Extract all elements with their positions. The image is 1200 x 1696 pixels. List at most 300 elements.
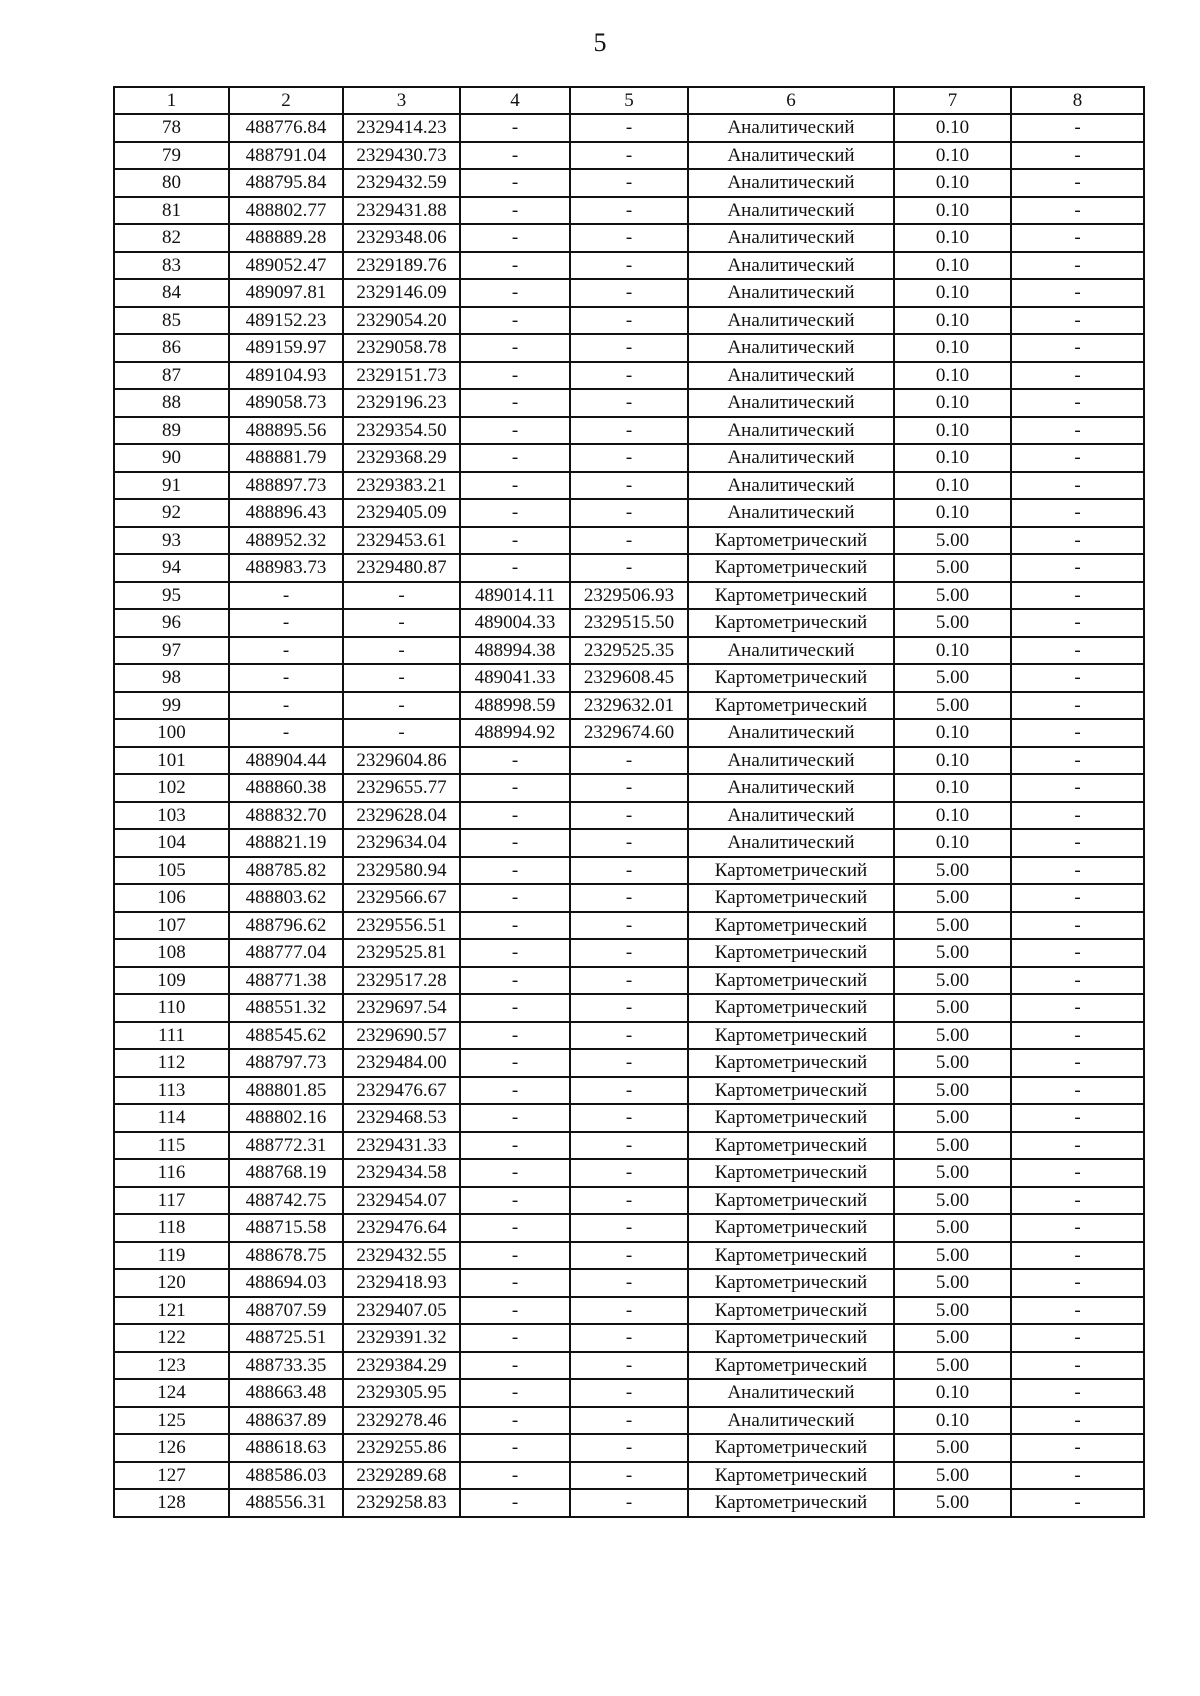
- table-cell: 107: [114, 912, 229, 940]
- table-row: [114, 912, 1144, 940]
- table-cell: -: [1011, 774, 1144, 802]
- table-cell: -: [570, 829, 688, 857]
- table-cell: Аналитический: [688, 142, 894, 170]
- table-cell: -: [229, 582, 343, 610]
- table-cell: -: [1011, 142, 1144, 170]
- table-row: [114, 609, 1144, 637]
- table-row: [114, 389, 1144, 417]
- table-cell: 0.10: [894, 1379, 1011, 1407]
- table-row: [114, 417, 1144, 445]
- table-cell: -: [460, 1462, 570, 1490]
- table-cell: -: [1011, 994, 1144, 1022]
- table-cell: -: [570, 252, 688, 280]
- table-cell: 99: [114, 692, 229, 720]
- table-cell: -: [570, 307, 688, 335]
- table-row: [114, 829, 1144, 857]
- table-cell: Картометрический: [688, 912, 894, 940]
- table-cell: -: [460, 994, 570, 1022]
- table-cell: 2329556.51: [343, 912, 460, 940]
- table-cell: -: [460, 224, 570, 252]
- table-cell: 488545.62: [229, 1022, 343, 1050]
- table-cell: 5.00: [894, 554, 1011, 582]
- table-cell: 488768.19: [229, 1159, 343, 1187]
- table-cell: 0.10: [894, 747, 1011, 775]
- table-cell: -: [1011, 417, 1144, 445]
- table-cell: -: [1011, 1352, 1144, 1380]
- table-cell: 5.00: [894, 692, 1011, 720]
- table-cell: -: [570, 527, 688, 555]
- table-cell: Аналитический: [688, 197, 894, 225]
- table-cell: 2329604.86: [343, 747, 460, 775]
- table-cell: 2329151.73: [343, 362, 460, 390]
- table-cell: -: [460, 307, 570, 335]
- table-cell: 488586.03: [229, 1462, 343, 1490]
- table-cell: 488860.38: [229, 774, 343, 802]
- table-cell: Картометрический: [688, 1297, 894, 1325]
- table-cell: 2329525.81: [343, 939, 460, 967]
- column-header: 2: [229, 87, 343, 114]
- coordinates-table: [113, 86, 1145, 1518]
- table-cell: -: [1011, 912, 1144, 940]
- table-cell: -: [570, 279, 688, 307]
- table-cell: 0.10: [894, 279, 1011, 307]
- table-row: [114, 1049, 1144, 1077]
- table-cell: -: [570, 197, 688, 225]
- table-row: [114, 307, 1144, 335]
- table-cell: 5.00: [894, 994, 1011, 1022]
- table-cell: 104: [114, 829, 229, 857]
- table-cell: -: [460, 884, 570, 912]
- table-cell: 488694.03: [229, 1269, 343, 1297]
- table-row: [114, 1434, 1144, 1462]
- table-cell: -: [1011, 1104, 1144, 1132]
- table-cell: -: [460, 169, 570, 197]
- table-cell: Картометрический: [688, 1434, 894, 1462]
- table-cell: 2329476.64: [343, 1214, 460, 1242]
- table-cell: 0.10: [894, 114, 1011, 142]
- table-cell: -: [460, 334, 570, 362]
- table-cell: -: [460, 1022, 570, 1050]
- table-cell: -: [570, 417, 688, 445]
- table-cell: 5.00: [894, 1214, 1011, 1242]
- table-cell: -: [570, 747, 688, 775]
- table-row: [114, 279, 1144, 307]
- table-cell: -: [343, 637, 460, 665]
- table-cell: -: [460, 1489, 570, 1517]
- table-cell: 488889.28: [229, 224, 343, 252]
- table-cell: 5.00: [894, 1352, 1011, 1380]
- column-header: 1: [114, 87, 229, 114]
- table-cell: -: [1011, 967, 1144, 995]
- column-header: 4: [460, 87, 570, 114]
- table-cell: 5.00: [894, 967, 1011, 995]
- table-cell: 5.00: [894, 527, 1011, 555]
- table-cell: -: [460, 1104, 570, 1132]
- table-row: [114, 1489, 1144, 1517]
- table-cell: 89: [114, 417, 229, 445]
- table-row: [114, 747, 1144, 775]
- table-row: [114, 939, 1144, 967]
- table-cell: Аналитический: [688, 307, 894, 335]
- table-cell: 93: [114, 527, 229, 555]
- table-cell: 106: [114, 884, 229, 912]
- table-cell: 118: [114, 1214, 229, 1242]
- table-cell: 5.00: [894, 1242, 1011, 1270]
- table-cell: 101: [114, 747, 229, 775]
- table-row: [114, 197, 1144, 225]
- table-row: [114, 719, 1144, 747]
- table-cell: Аналитический: [688, 362, 894, 390]
- table-cell: 2329484.00: [343, 1049, 460, 1077]
- table-cell: 5.00: [894, 1159, 1011, 1187]
- table-cell: 0.10: [894, 802, 1011, 830]
- table-cell: -: [1011, 1324, 1144, 1352]
- table-cell: 79: [114, 142, 229, 170]
- table-cell: 0.10: [894, 334, 1011, 362]
- table-cell: Аналитический: [688, 774, 894, 802]
- table-cell: -: [1011, 609, 1144, 637]
- table-cell: -: [570, 169, 688, 197]
- table-cell: -: [460, 444, 570, 472]
- table-cell: 100: [114, 719, 229, 747]
- table-cell: 122: [114, 1324, 229, 1352]
- table-row: [114, 664, 1144, 692]
- table-cell: 5.00: [894, 1077, 1011, 1105]
- table-cell: Картометрический: [688, 967, 894, 995]
- table-cell: 488881.79: [229, 444, 343, 472]
- table-cell: 2329608.45: [570, 664, 688, 692]
- table-cell: 98: [114, 664, 229, 692]
- table-cell: -: [460, 829, 570, 857]
- table-cell: -: [460, 1132, 570, 1160]
- table-cell: -: [570, 1049, 688, 1077]
- table-row: [114, 527, 1144, 555]
- table-cell: 2329407.05: [343, 1297, 460, 1325]
- table-cell: 488556.31: [229, 1489, 343, 1517]
- table-cell: Аналитический: [688, 1407, 894, 1435]
- table-row: [114, 499, 1144, 527]
- table-cell: 2329566.67: [343, 884, 460, 912]
- table-cell: -: [570, 1407, 688, 1435]
- table-cell: 127: [114, 1462, 229, 1490]
- table-row: [114, 802, 1144, 830]
- table-cell: 105: [114, 857, 229, 885]
- table-cell: -: [343, 692, 460, 720]
- table-cell: -: [1011, 1077, 1144, 1105]
- table-cell: -: [1011, 499, 1144, 527]
- table-cell: 2329525.35: [570, 637, 688, 665]
- table-cell: -: [343, 719, 460, 747]
- table-cell: -: [570, 1352, 688, 1380]
- table-row: [114, 1214, 1144, 1242]
- table-cell: 0.10: [894, 444, 1011, 472]
- table-cell: 96: [114, 609, 229, 637]
- table-cell: 90: [114, 444, 229, 472]
- table-cell: Аналитический: [688, 252, 894, 280]
- table-cell: 489104.93: [229, 362, 343, 390]
- table-cell: -: [1011, 252, 1144, 280]
- table-cell: 2329476.67: [343, 1077, 460, 1105]
- table-cell: 2329690.57: [343, 1022, 460, 1050]
- table-cell: 113: [114, 1077, 229, 1105]
- table-cell: 0.10: [894, 169, 1011, 197]
- table-cell: -: [1011, 939, 1144, 967]
- table-cell: -: [1011, 197, 1144, 225]
- table-cell: Картометрический: [688, 582, 894, 610]
- table-cell: Картометрический: [688, 1352, 894, 1380]
- table-cell: -: [343, 582, 460, 610]
- table-cell: Картометрический: [688, 1324, 894, 1352]
- table-cell: 488776.84: [229, 114, 343, 142]
- table-cell: -: [460, 417, 570, 445]
- table-cell: 488618.63: [229, 1434, 343, 1462]
- table-row: [114, 1159, 1144, 1187]
- table-cell: -: [1011, 527, 1144, 555]
- table-cell: -: [460, 1379, 570, 1407]
- column-header: 5: [570, 87, 688, 114]
- table-cell: 97: [114, 637, 229, 665]
- table-cell: 0.10: [894, 719, 1011, 747]
- table-cell: 5.00: [894, 1324, 1011, 1352]
- table-cell: 91: [114, 472, 229, 500]
- table-cell: 488707.59: [229, 1297, 343, 1325]
- table-cell: -: [570, 967, 688, 995]
- table-cell: 488771.38: [229, 967, 343, 995]
- table-cell: 488715.58: [229, 1214, 343, 1242]
- table-cell: -: [570, 994, 688, 1022]
- table-row: [114, 1077, 1144, 1105]
- table-cell: 489152.23: [229, 307, 343, 335]
- table-cell: -: [460, 857, 570, 885]
- table-cell: 125: [114, 1407, 229, 1435]
- table-cell: -: [460, 1187, 570, 1215]
- table-row: [114, 252, 1144, 280]
- table-cell: -: [460, 1324, 570, 1352]
- table-cell: 5.00: [894, 939, 1011, 967]
- table-header-row: [114, 87, 1144, 114]
- table-cell: -: [1011, 664, 1144, 692]
- table-cell: 110: [114, 994, 229, 1022]
- table-cell: -: [1011, 1434, 1144, 1462]
- table-cell: 0.10: [894, 774, 1011, 802]
- table-cell: -: [570, 554, 688, 582]
- table-cell: 2329255.86: [343, 1434, 460, 1462]
- table-cell: 2329391.32: [343, 1324, 460, 1352]
- table-cell: -: [570, 1297, 688, 1325]
- table-cell: 0.10: [894, 362, 1011, 390]
- table-cell: 109: [114, 967, 229, 995]
- table-cell: -: [570, 857, 688, 885]
- table-cell: 0.10: [894, 472, 1011, 500]
- table-cell: -: [570, 1434, 688, 1462]
- table-cell: 115: [114, 1132, 229, 1160]
- table-cell: 5.00: [894, 857, 1011, 885]
- table-cell: 0.10: [894, 499, 1011, 527]
- table-cell: -: [570, 1242, 688, 1270]
- table-cell: -: [1011, 224, 1144, 252]
- table-cell: -: [460, 1242, 570, 1270]
- table-cell: -: [1011, 307, 1144, 335]
- table-cell: -: [1011, 857, 1144, 885]
- table-cell: -: [460, 527, 570, 555]
- table-cell: -: [570, 884, 688, 912]
- table-cell: 2329146.09: [343, 279, 460, 307]
- table-cell: -: [1011, 1214, 1144, 1242]
- table-cell: 0.10: [894, 1407, 1011, 1435]
- table-cell: 2329432.55: [343, 1242, 460, 1270]
- table-cell: -: [1011, 1297, 1144, 1325]
- table-cell: -: [460, 1407, 570, 1435]
- table-cell: 488797.73: [229, 1049, 343, 1077]
- table-cell: -: [570, 1379, 688, 1407]
- table-cell: 488998.59: [460, 692, 570, 720]
- table-cell: -: [1011, 637, 1144, 665]
- table-cell: -: [1011, 114, 1144, 142]
- table-cell: Картометрический: [688, 1049, 894, 1077]
- table-cell: -: [570, 1022, 688, 1050]
- table-cell: 5.00: [894, 1132, 1011, 1160]
- table-cell: -: [1011, 1379, 1144, 1407]
- table-row: [114, 774, 1144, 802]
- table-cell: 488994.38: [460, 637, 570, 665]
- table-cell: -: [1011, 169, 1144, 197]
- table-cell: -: [570, 334, 688, 362]
- table-cell: 0.10: [894, 197, 1011, 225]
- table-cell: 85: [114, 307, 229, 335]
- table-cell: 2329517.28: [343, 967, 460, 995]
- table-cell: 5.00: [894, 664, 1011, 692]
- table-cell: -: [460, 774, 570, 802]
- table-cell: -: [570, 1489, 688, 1517]
- table-cell: 120: [114, 1269, 229, 1297]
- table-cell: 2329434.58: [343, 1159, 460, 1187]
- table-cell: 112: [114, 1049, 229, 1077]
- table-cell: 2329432.59: [343, 169, 460, 197]
- table-cell: 489014.11: [460, 582, 570, 610]
- table-cell: Картометрический: [688, 1159, 894, 1187]
- table-cell: 103: [114, 802, 229, 830]
- table-cell: -: [1011, 1132, 1144, 1160]
- table-cell: -: [570, 1462, 688, 1490]
- table-cell: -: [1011, 279, 1144, 307]
- table-row: [114, 554, 1144, 582]
- table-row: [114, 444, 1144, 472]
- table-cell: Аналитический: [688, 279, 894, 307]
- table-cell: 80: [114, 169, 229, 197]
- table-cell: -: [570, 114, 688, 142]
- table-cell: -: [570, 389, 688, 417]
- table-cell: -: [460, 389, 570, 417]
- table-cell: Картометрический: [688, 692, 894, 720]
- table-cell: 126: [114, 1434, 229, 1462]
- table-cell: 488663.48: [229, 1379, 343, 1407]
- table-cell: Картометрический: [688, 1489, 894, 1517]
- table-cell: 78: [114, 114, 229, 142]
- table-cell: 488785.82: [229, 857, 343, 885]
- table-cell: 114: [114, 1104, 229, 1132]
- table-cell: 488637.89: [229, 1407, 343, 1435]
- table-cell: -: [570, 1269, 688, 1297]
- table-cell: -: [1011, 1269, 1144, 1297]
- table-cell: Картометрический: [688, 994, 894, 1022]
- table-cell: 94: [114, 554, 229, 582]
- table-cell: 2329515.50: [570, 609, 688, 637]
- table-cell: -: [460, 252, 570, 280]
- table-cell: 5.00: [894, 1462, 1011, 1490]
- table-cell: -: [570, 802, 688, 830]
- table-cell: 2329189.76: [343, 252, 460, 280]
- table-cell: 488832.70: [229, 802, 343, 830]
- table-cell: -: [460, 1077, 570, 1105]
- table-cell: 488802.16: [229, 1104, 343, 1132]
- table-cell: -: [570, 1187, 688, 1215]
- table-row: [114, 1104, 1144, 1132]
- table-cell: -: [460, 279, 570, 307]
- table-cell: 2329632.01: [570, 692, 688, 720]
- table-cell: -: [460, 939, 570, 967]
- table-row: [114, 1324, 1144, 1352]
- table-cell: -: [1011, 692, 1144, 720]
- table-cell: Картометрический: [688, 1462, 894, 1490]
- table-cell: 0.10: [894, 637, 1011, 665]
- table-cell: 2329431.88: [343, 197, 460, 225]
- table-row: [114, 1187, 1144, 1215]
- table-cell: -: [570, 142, 688, 170]
- column-header: 6: [688, 87, 894, 114]
- table-row: [114, 142, 1144, 170]
- table-cell: Картометрический: [688, 884, 894, 912]
- table-cell: 123: [114, 1352, 229, 1380]
- column-header: 7: [894, 87, 1011, 114]
- table-cell: Аналитический: [688, 114, 894, 142]
- table-cell: -: [1011, 1407, 1144, 1435]
- table-cell: Картометрический: [688, 857, 894, 885]
- table-cell: -: [1011, 747, 1144, 775]
- table-cell: 116: [114, 1159, 229, 1187]
- table-cell: Картометрический: [688, 1077, 894, 1105]
- table-cell: -: [570, 444, 688, 472]
- table-cell: Аналитический: [688, 829, 894, 857]
- table-cell: Аналитический: [688, 1379, 894, 1407]
- table-cell: 2329634.04: [343, 829, 460, 857]
- table-cell: 2329480.87: [343, 554, 460, 582]
- table-cell: 2329430.73: [343, 142, 460, 170]
- table-cell: 2329454.07: [343, 1187, 460, 1215]
- table-cell: 0.10: [894, 307, 1011, 335]
- table-cell: -: [570, 1132, 688, 1160]
- table-cell: 2329054.20: [343, 307, 460, 335]
- table-cell: 5.00: [894, 1434, 1011, 1462]
- table-cell: 128: [114, 1489, 229, 1517]
- table-cell: 5.00: [894, 1022, 1011, 1050]
- table-cell: Картометрический: [688, 939, 894, 967]
- table-cell: 2329368.29: [343, 444, 460, 472]
- table-cell: -: [570, 362, 688, 390]
- table-row: [114, 334, 1144, 362]
- table-cell: 489097.81: [229, 279, 343, 307]
- table-cell: -: [570, 1077, 688, 1105]
- table-cell: Картометрический: [688, 1104, 894, 1132]
- table-cell: -: [1011, 1242, 1144, 1270]
- table-cell: -: [1011, 1022, 1144, 1050]
- table-cell: 0.10: [894, 142, 1011, 170]
- table-cell: 2329354.50: [343, 417, 460, 445]
- table-cell: 488801.85: [229, 1077, 343, 1105]
- table-cell: Картометрический: [688, 1187, 894, 1215]
- table-cell: Аналитический: [688, 334, 894, 362]
- table-cell: 2329431.33: [343, 1132, 460, 1160]
- table-cell: 488772.31: [229, 1132, 343, 1160]
